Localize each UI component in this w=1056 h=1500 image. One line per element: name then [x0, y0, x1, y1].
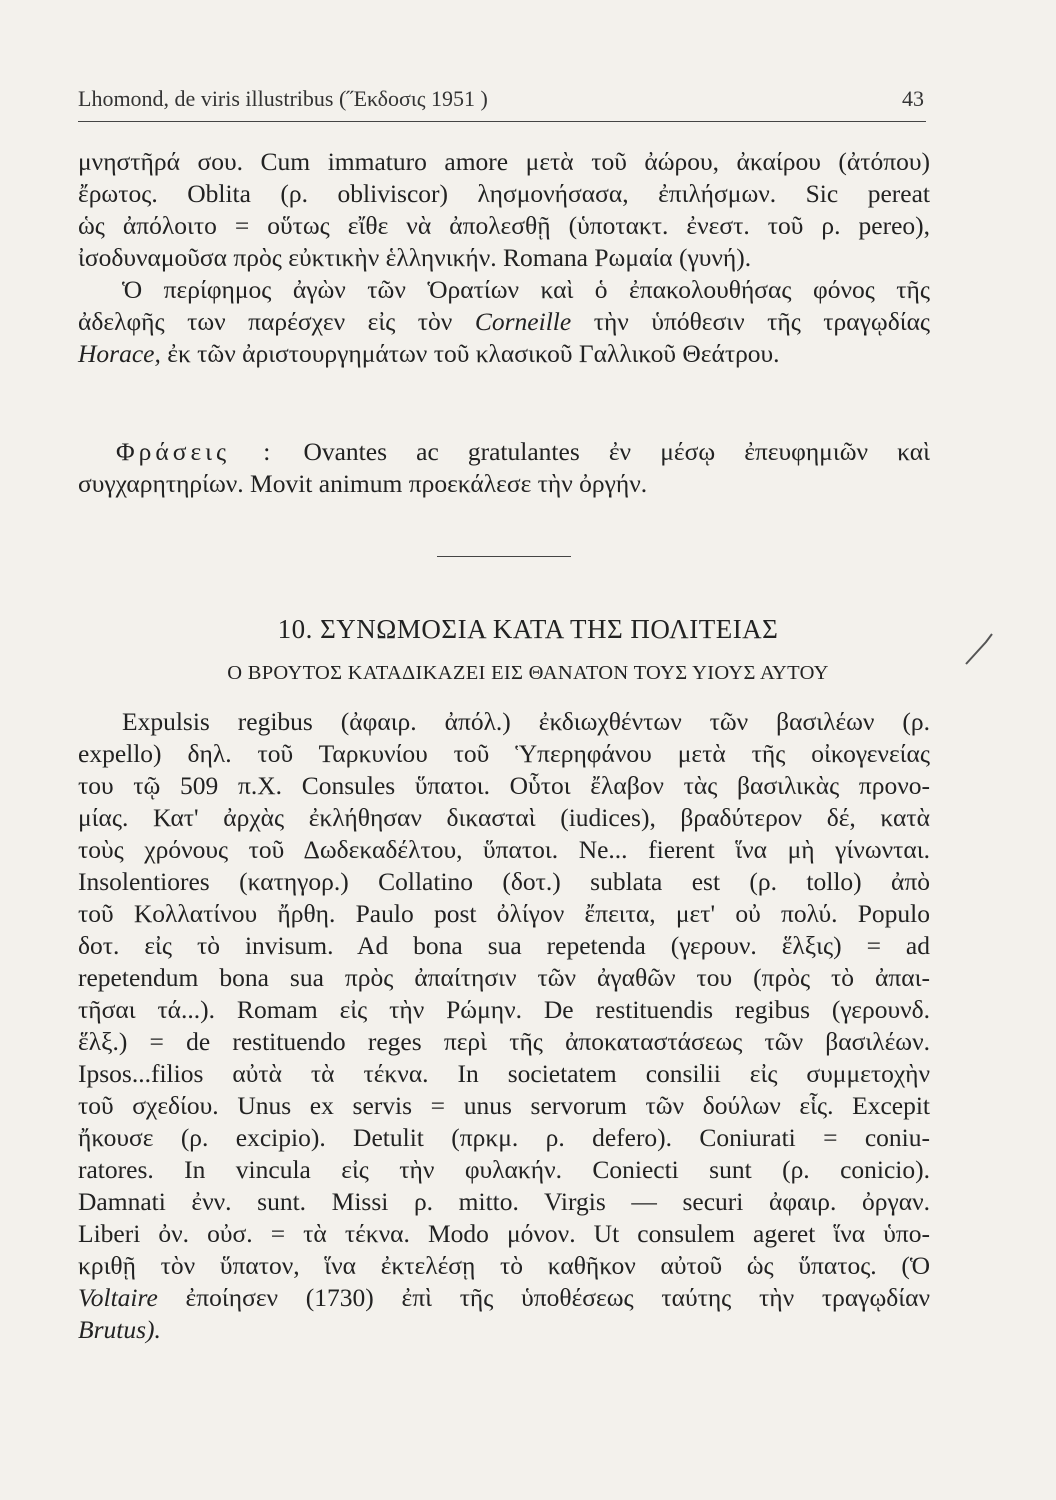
- text-line: ὡς ἀπόλοιτο = οὕτως εἴθε νὰ ἀπολεσθῇ (ὑποτακτ. ἐνεστ. τοῦ ρ. pereo),: [78, 211, 930, 240]
- text-line: ἕλξ.) = de restituendo reges περὶ τῆς ἀποκαταστάσεως τῶν βασιλέων.: [78, 1027, 930, 1056]
- section-subtitle: Ο ΒΡΟΥΤΟΣ ΚΑΤΑΔΙΚΑΖΕΙ ΕΙΣ ΘΑΝΑΤΟΝ ΤΟΥΣ ΥΙΟΥΣ ΑΥΤΟΥ: [227, 662, 829, 684]
- text-line: Ipsos...filios αὐτὰ τὰ τέκνα. In societatem consilii εἰς συμμετοχὴν: [78, 1059, 930, 1088]
- text-line: του τῷ 509 π.Χ. Consules ὕπατοι. Οὗτοι ἔλαβον τὰς βασιλικὰς προνο-: [78, 771, 930, 800]
- text-line: [78, 306, 930, 338]
- text-line: τοῦ Κολλατίνου ἤρθη. Paulo post ὀλίγον ἔπειτα, μετ' οὐ πολύ. Populo: [78, 899, 930, 928]
- header-title: Lhomond, de viris illustribus (˝Εκδοσις 1951 ): [78, 86, 488, 111]
- text-line: [78, 1282, 930, 1314]
- text-line: [78, 1314, 930, 1346]
- text-fragment: τὴν ὑπόθεσιν τῆς τραγῳδίας: [593, 307, 931, 336]
- text-line: Ὁ περίφημος ἀγὼν τῶν Ὁρατίων καὶ ὁ ἐπακολουθήσας φόνος τῆς: [122, 275, 930, 304]
- text-line: συγχαρητηρίων. Movit animum προεκάλεσε τὴν ὀργήν.: [78, 469, 648, 498]
- text-line: τῆσαι τά...). Romam εἰς τὴν Ρώμην. De restituendis regibus (γερουνδ.: [78, 995, 930, 1024]
- running-header: [78, 86, 924, 112]
- section-divider: [437, 556, 571, 557]
- text-line: Insolentiores (κατηγορ.) Collatino (δοτ.) sublata est (ρ. tollo) ἀπὸ: [78, 867, 930, 896]
- text-line: τοὺς χρόνους τοῦ Δωδεκαδέλτου, ὕπατοι. Ne... fierent ἵνα μὴ γίνωνται.: [78, 835, 930, 864]
- page-number: 43: [902, 86, 924, 111]
- header-rule: [78, 121, 926, 122]
- text-line: [78, 338, 930, 370]
- play-title-brutus: Brutus).: [78, 1315, 161, 1344]
- text-line: Liberi ὀν. οὐσ. = τὰ τέκνα. Modo μόνον. Ut consulem ageret ἵνα ὑπο-: [78, 1219, 930, 1248]
- text-line: κριθῇ τὸν ὕπατον, ἵνα ἐκτελέσῃ τὸ καθῆκον αὐτοῦ ὡς ὕπατος. (Ὁ: [78, 1251, 930, 1280]
- text-line: ἰσοδυναμοῦσα πρὸς εὐκτικὴν ἑλληνικήν. Romana Ρωμαία (γυνή).: [78, 243, 752, 272]
- text-line: μίας. Κατ' ἀρχὰς ἐκλήθησαν δικασταὶ (iudices), βραδύτερον δέ, κατὰ: [78, 803, 930, 832]
- text-fragment: ἐποίησεν (1730) ἐπὶ τῆς ὑποθέσεως ταύτης τὴν τραγῳδίαν: [185, 1283, 930, 1312]
- text-line: ἤκουσε (ρ. excipio). Detulit (πρκμ. ρ. defero). Coniurati = coniu-: [78, 1123, 930, 1152]
- text-line: ἔρωτος. Oblita (ρ. obliviscor) λησμονήσασα, ἐπιλήσμων. Sic pereat: [78, 179, 930, 208]
- text-fragment: Ovantes ac gratulantes ἐν μέσῳ ἐπευφημιῶν καὶ: [303, 437, 930, 466]
- text-line: repetendum bona sua πρὸς ἀπαίτησιν τῶν ἀγαθῶν του (πρὸς τὸ ἀπαι-: [78, 963, 930, 992]
- text-line: τοῦ σχεδίου. Unus ex servis = unus servorum τῶν δούλων εἷς. Excepit: [78, 1091, 930, 1120]
- phrases-paragraph: [78, 436, 930, 500]
- text-line: μνηστῆρά σου. Cum immaturo amore μετὰ τοῦ ἀώρου, ἀκαίρου (ἀτόπου): [78, 147, 930, 176]
- play-title-horace: Horace,: [78, 339, 161, 368]
- author-name-corneille: Corneille: [474, 307, 572, 336]
- text-line: Damnati ἐνν. sunt. Missi ρ. mitto. Virgis — securi ἀφαιρ. ὀργαν.: [78, 1187, 930, 1216]
- text-line: [78, 436, 930, 468]
- text-line: δοτ. εἰς τὸ invisum. Ad bona sua repetenda (γερουν. ἕλξις) = ad: [78, 931, 930, 960]
- phrases-label: Φράσεις :: [116, 437, 275, 466]
- text-line: ratores. In vincula εἰς τὴν φυλακήν. Coniecti sunt (ρ. conicio).: [78, 1155, 930, 1184]
- paragraph-continuation: [78, 146, 930, 370]
- text-fragment: ἐκ τῶν ἀριστουργημάτων τοῦ κλασικοῦ Γαλλικοῦ Θεάτρου.: [167, 339, 780, 368]
- text-line: expello) δηλ. τοῦ Ταρκυνίου τοῦ Ὑπερηφάνου μετὰ τῆς οἰκογενείας: [78, 739, 930, 768]
- text-fragment: ἀδελφῆς των παρέσχεν εἰς τὸν: [78, 307, 453, 336]
- pencil-mark-icon: [962, 632, 1002, 668]
- section-title: 10. ΣΥΝΩΜΟΣΙΑ ΚΑΤΑ ΤΗΣ ΠΟΛΙΤΕΙΑΣ: [277, 614, 779, 644]
- author-name-voltaire: Voltaire: [78, 1283, 158, 1312]
- commentary-paragraph: [78, 706, 930, 1346]
- text-line: Expulsis regibus (ἀφαιρ. ἀπόλ.) ἐκδιωχθέντων τῶν βασιλέων (ρ.: [122, 707, 930, 736]
